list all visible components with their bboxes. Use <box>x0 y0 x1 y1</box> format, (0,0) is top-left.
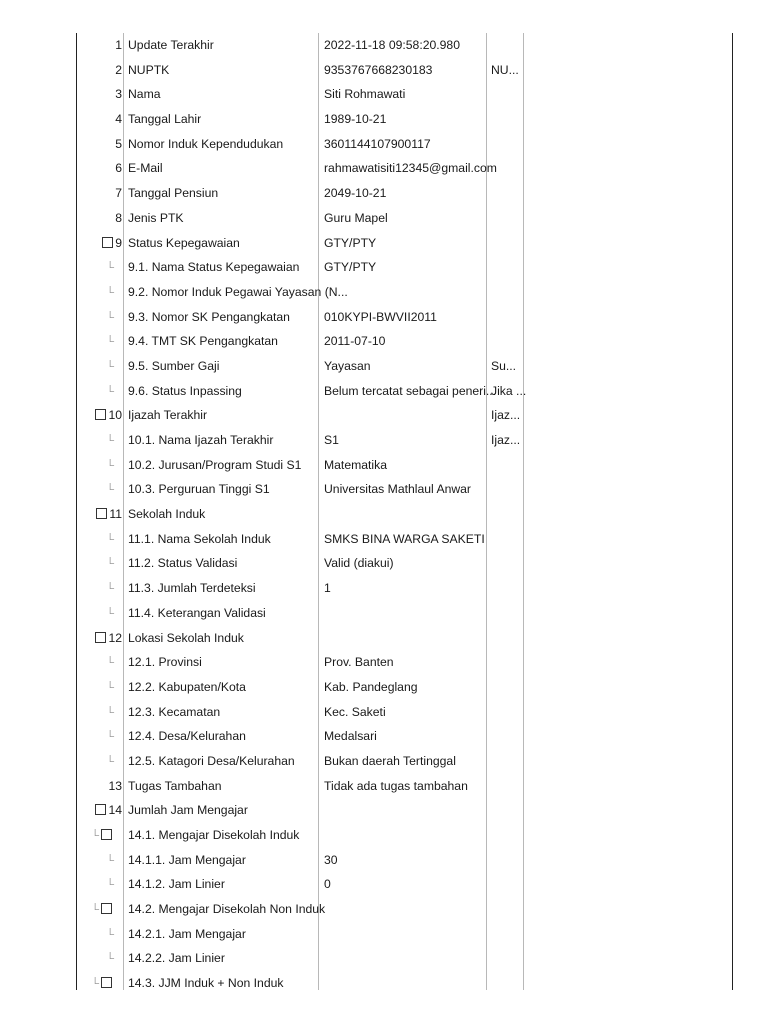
expand-checkbox-icon[interactable] <box>102 237 113 248</box>
tree-branch-icon: └ <box>106 360 114 373</box>
field-note <box>491 502 517 527</box>
table-row <box>77 132 524 157</box>
row-number-cell <box>77 749 122 774</box>
field-note <box>491 156 517 181</box>
field-value <box>324 897 484 922</box>
field-label: Tugas Tambahan <box>128 778 222 793</box>
row-number: 14 <box>108 803 122 818</box>
row-number: 3 <box>115 87 122 102</box>
field-value: Bukan daerah Tertinggal <box>324 753 456 768</box>
field-value: Medalsari <box>324 729 377 744</box>
row-number-cell <box>77 946 122 971</box>
table-row <box>77 971 524 996</box>
expand-checkbox-icon[interactable] <box>95 632 106 643</box>
field-label: 9.4. TMT SK Pengangkatan <box>128 334 278 349</box>
table-row <box>77 502 524 527</box>
row-number-cell[interactable] <box>77 798 122 823</box>
row-number: 2 <box>115 62 122 77</box>
field-value: SMKS BINA WARGA SAKETI <box>324 531 485 546</box>
table-row <box>77 107 524 132</box>
field-value <box>324 280 484 305</box>
field-note: Jika ... <box>491 383 527 398</box>
table-row <box>77 33 524 58</box>
field-value <box>324 601 484 626</box>
field-note <box>491 626 517 651</box>
field-label: 14.2.2. Jam Linier <box>128 951 225 966</box>
field-value: 2049-10-21 <box>324 186 387 201</box>
expand-checkbox-icon[interactable] <box>95 804 106 815</box>
field-note <box>491 897 517 922</box>
field-label: Jenis PTK <box>128 210 184 225</box>
field-value <box>324 626 484 651</box>
field-label: 14.1.1. Jam Mengajar <box>128 852 246 867</box>
row-number-cell[interactable] <box>77 231 122 256</box>
field-note <box>491 971 517 996</box>
field-label: Nama <box>128 87 161 102</box>
field-value: Universitas Mathlaul Anwar <box>324 482 471 497</box>
field-note <box>491 675 517 700</box>
field-note <box>491 82 517 107</box>
field-value: 1 <box>324 581 331 596</box>
tree-branch-icon: └ <box>106 731 114 744</box>
row-number-cell <box>77 675 122 700</box>
row-number-cell <box>77 700 122 725</box>
field-note <box>491 206 517 231</box>
table-row <box>77 601 524 626</box>
row-number-cell <box>77 206 122 231</box>
field-label: 12.5. Katagori Desa/Kelurahan <box>128 753 295 768</box>
field-note <box>491 798 517 823</box>
tree-branch-icon: └ <box>106 484 114 497</box>
row-number: 1 <box>115 38 122 52</box>
table-row <box>77 576 524 601</box>
field-label: 9.5. Sumber Gaji <box>128 358 220 373</box>
field-note <box>491 231 517 256</box>
row-number-cell <box>77 453 122 478</box>
expand-checkbox-icon[interactable] <box>101 903 112 914</box>
field-label: 11.2. Status Validasi <box>128 556 238 571</box>
row-number-cell[interactable] <box>77 971 122 996</box>
table-row <box>77 403 524 428</box>
row-number-cell[interactable] <box>77 897 122 922</box>
field-label: NUPTK <box>128 62 170 77</box>
table-row <box>77 675 524 700</box>
row-number-cell[interactable] <box>77 823 122 848</box>
field-label: 12.3. Kecamatan <box>128 704 221 719</box>
field-label: 11.1. Nama Sekolah Induk <box>128 531 271 546</box>
table-row <box>77 872 524 897</box>
field-label: Ijazah Terakhir <box>128 408 208 423</box>
table-row <box>77 551 524 576</box>
row-number-cell <box>77 107 122 132</box>
field-value: Valid (diakui) <box>324 556 394 571</box>
row-number-cell <box>77 477 122 502</box>
table-row <box>77 82 524 107</box>
field-note <box>491 453 517 478</box>
expand-checkbox-icon[interactable] <box>96 508 107 519</box>
field-label: 14.2.1. Jam Mengajar <box>128 926 246 941</box>
row-number-cell[interactable] <box>77 626 122 651</box>
field-note <box>491 872 517 897</box>
row-number-cell <box>77 551 122 576</box>
table-row <box>77 798 524 823</box>
row-number: 11 <box>109 507 122 522</box>
field-value: 3601144107900117 <box>324 136 431 151</box>
field-note <box>491 922 517 947</box>
field-label: 9.3. Nomor SK Pengangkatan <box>128 309 290 324</box>
field-note <box>491 700 517 725</box>
page-right-border <box>732 33 733 990</box>
field-note <box>491 329 517 354</box>
field-label: 14.2. Mengajar Disekolah Non Induk <box>128 902 326 917</box>
tree-branch-icon: └ <box>106 854 114 867</box>
field-label: 10.3. Perguruan Tinggi S1 <box>128 482 270 497</box>
row-number: 7 <box>115 186 122 201</box>
field-value <box>324 823 484 848</box>
tree-branch-icon: └ <box>106 435 114 447</box>
table-row <box>77 58 524 83</box>
field-value: GTY/PTY <box>324 260 377 275</box>
field-note <box>491 601 517 626</box>
tree-branch-icon: └ <box>91 978 99 991</box>
table-row <box>77 626 524 651</box>
field-label: Tanggal Lahir <box>128 112 202 127</box>
field-note <box>491 551 517 576</box>
field-value: Belum tercatat sebagai peneri... <box>324 383 497 398</box>
row-number-cell <box>77 305 122 330</box>
field-note <box>491 181 517 206</box>
tree-branch-icon: └ <box>106 928 114 941</box>
tree-branch-icon: └ <box>106 879 114 892</box>
field-note <box>491 823 517 848</box>
table-row <box>77 946 524 971</box>
field-note: NU... <box>491 62 519 77</box>
expand-checkbox-icon[interactable] <box>101 977 112 988</box>
field-label: Status Kepegawaian <box>128 235 240 250</box>
tree-branch-icon: └ <box>106 657 114 670</box>
table-row <box>77 774 524 799</box>
table-row <box>77 724 524 749</box>
table-row <box>77 379 527 404</box>
row-number-cell <box>77 329 122 354</box>
row-number-cell <box>77 156 122 181</box>
expand-checkbox-icon[interactable] <box>101 829 112 840</box>
field-note <box>491 477 517 502</box>
field-label: E-Mail <box>128 161 163 176</box>
table-row <box>77 156 524 181</box>
field-value: 30 <box>324 852 338 867</box>
row-number-cell <box>77 379 122 404</box>
table-row <box>77 823 524 848</box>
field-label: Update Terakhir <box>128 38 214 52</box>
table-row <box>77 280 524 305</box>
row-number-cell <box>77 354 122 379</box>
row-number-cell <box>77 650 122 675</box>
row-number: 5 <box>115 136 122 151</box>
table-row <box>77 181 524 206</box>
row-number-cell <box>77 428 122 453</box>
field-value: 0 <box>324 877 331 892</box>
field-value: Tidak ada tugas tambahan <box>324 778 468 793</box>
field-note: Su... <box>491 358 517 373</box>
field-value: 9353767668230183 <box>324 62 433 77</box>
tree-branch-icon: └ <box>106 558 114 571</box>
row-number-cell[interactable] <box>77 502 122 527</box>
row-number: 12 <box>108 630 122 645</box>
field-value: S1 <box>324 433 339 447</box>
field-value: Guru Mapel <box>324 210 388 225</box>
field-label: 12.1. Provinsi <box>128 655 202 670</box>
field-note <box>491 132 517 157</box>
tree-branch-icon: └ <box>106 607 114 620</box>
field-label: Lokasi Sekolah Induk <box>128 630 244 645</box>
field-label: 12.2. Kabupaten/Kota <box>128 679 246 694</box>
field-note <box>491 946 517 971</box>
table-row <box>77 305 524 330</box>
table-row <box>77 749 524 774</box>
row-number-cell <box>77 872 122 897</box>
tree-branch-icon: └ <box>91 904 99 917</box>
row-number: 4 <box>115 112 122 127</box>
field-note <box>491 527 517 552</box>
table-row <box>77 453 524 478</box>
row-number-cell <box>77 58 122 83</box>
table-row <box>77 922 524 947</box>
table-row <box>77 329 524 354</box>
field-value: 2011-07-10 <box>324 334 386 349</box>
row-number-cell <box>77 82 122 107</box>
field-note <box>491 280 517 305</box>
field-label: 9.2. Nomor Induk Pegawai Yayasan (N... <box>128 284 348 299</box>
field-value <box>324 922 484 947</box>
field-label: 9.1. Nama Status Kepegawaian <box>128 260 300 275</box>
field-note <box>491 749 517 774</box>
expand-checkbox-icon[interactable] <box>95 409 106 420</box>
row-number-cell <box>77 132 122 157</box>
tree-branch-icon: └ <box>106 533 114 546</box>
field-label: 14.1.2. Jam Linier <box>128 877 225 892</box>
field-value: Siti Rohmawati <box>324 87 406 102</box>
row-number: 9 <box>115 235 122 250</box>
row-number-cell <box>77 724 122 749</box>
field-label: Tanggal Pensiun <box>128 186 219 201</box>
row-number-cell <box>77 576 122 601</box>
row-number: 10 <box>108 408 122 423</box>
field-label: 14.1. Mengajar Disekolah Induk <box>128 828 300 842</box>
tree-branch-icon: └ <box>106 755 114 768</box>
field-value: 1989-10-21 <box>324 112 387 127</box>
table-row <box>77 354 524 379</box>
tree-branch-icon: └ <box>106 336 114 349</box>
field-value: 2022-11-18 09:58:20.980 <box>324 38 460 52</box>
tree-branch-icon: └ <box>106 286 114 299</box>
field-value <box>324 946 484 971</box>
field-value: rahmawatisiti12345@gmail.com <box>324 161 497 176</box>
tree-branch-icon: └ <box>106 706 114 719</box>
field-label: 11.3. Jumlah Terdeteksi <box>128 581 256 596</box>
row-number-cell <box>77 255 122 280</box>
data-table <box>77 33 527 996</box>
field-value <box>324 403 484 428</box>
field-value: Matematika <box>324 457 387 472</box>
row-number-cell <box>77 181 122 206</box>
field-note <box>491 650 517 675</box>
field-note: Ijaz... <box>491 408 521 423</box>
row-number-cell <box>77 774 122 799</box>
table-row <box>77 255 524 280</box>
field-value <box>324 798 484 823</box>
row-number: 6 <box>115 161 122 176</box>
field-label: Jumlah Jam Mengajar <box>128 803 248 818</box>
field-value <box>324 502 484 527</box>
field-note <box>491 255 517 280</box>
field-label: 10.1. Nama Ijazah Terakhir <box>128 433 274 447</box>
table-row <box>77 206 524 231</box>
table-row <box>77 897 524 922</box>
table-row <box>77 650 524 675</box>
tree-branch-icon: └ <box>106 583 114 596</box>
field-label: Nomor Induk Kependudukan <box>128 136 284 151</box>
table-row <box>77 428 524 453</box>
table-row <box>77 231 524 256</box>
field-note <box>491 576 517 601</box>
field-note: Ijaz... <box>491 433 521 447</box>
tree-branch-icon: └ <box>106 262 114 275</box>
field-note <box>491 33 517 58</box>
field-note <box>491 774 517 799</box>
field-note <box>491 107 517 132</box>
table-row <box>77 527 524 552</box>
field-value: Yayasan <box>324 358 371 373</box>
field-value: GTY/PTY <box>324 235 377 250</box>
field-note <box>491 848 517 873</box>
field-value: Kec. Saketi <box>324 704 386 719</box>
row-number-cell <box>77 280 122 305</box>
tree-branch-icon: └ <box>106 311 114 324</box>
table-row <box>77 477 524 502</box>
field-label: 12.4. Desa/Kelurahan <box>128 729 246 744</box>
row-number-cell <box>77 601 122 626</box>
field-note <box>491 305 517 330</box>
row-number-cell <box>77 33 122 58</box>
tree-branch-icon: └ <box>106 385 114 398</box>
field-label: Sekolah Induk <box>128 507 206 522</box>
table-row <box>77 848 524 873</box>
tree-branch-icon: └ <box>106 953 114 966</box>
field-label: 11.4. Keterangan Validasi <box>128 605 266 620</box>
field-note <box>491 724 517 749</box>
field-value <box>324 971 484 996</box>
row-number-cell <box>77 922 122 947</box>
field-label: 14.3. JJM Induk + Non Induk <box>128 976 284 991</box>
row-number: 8 <box>115 210 122 225</box>
field-label: 10.2. Jurusan/Program Studi S1 <box>128 457 302 472</box>
field-value: 010KYPI-BWVII2011 <box>324 309 437 324</box>
row-number-cell[interactable] <box>77 403 122 428</box>
row-number-cell <box>77 848 122 873</box>
field-value: Kab. Pandeglang <box>324 679 418 694</box>
tree-branch-icon: └ <box>106 459 114 472</box>
table-row <box>77 700 524 725</box>
row-number: 13 <box>108 778 122 793</box>
tree-branch-icon: └ <box>91 830 99 842</box>
field-label: 9.6. Status Inpassing <box>128 383 242 398</box>
row-number-cell <box>77 527 122 552</box>
tree-branch-icon: └ <box>106 681 114 694</box>
field-value: Prov. Banten <box>324 655 394 670</box>
